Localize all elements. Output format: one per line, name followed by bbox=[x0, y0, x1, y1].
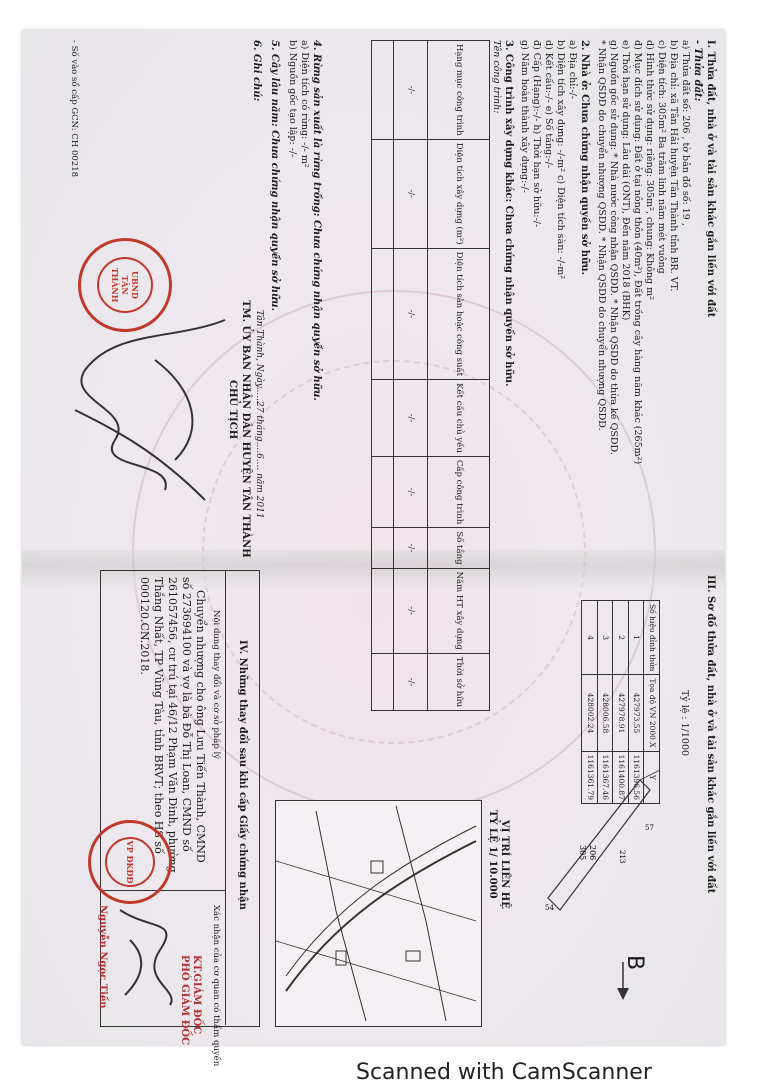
section1-line: c) Diện tích: 305m² Ba trăm linh năm mét vuông bbox=[656, 40, 667, 274]
chairman-title: CHỦ TỊCH bbox=[227, 380, 238, 440]
section6-title: 6. Ghi chú: bbox=[251, 40, 262, 102]
coord-header: Số hiệu đỉnh thửa bbox=[644, 601, 660, 675]
table-cell: -/- bbox=[394, 248, 428, 380]
change-line: Thắng Nhất, TP Vũng Tàu, tỉnh BRVT; theo HS số bbox=[152, 577, 165, 854]
location-map bbox=[275, 800, 482, 1027]
section1-sub: - Thửa đất: bbox=[692, 40, 703, 102]
location-scale: TỶ LỆ 1/ 10.000 bbox=[487, 810, 498, 899]
parcel-neighbor: 57 bbox=[645, 824, 654, 832]
section2-line: b) Diện tích xây dựng: -/-m² c) Diện tích sàn: -/-m² bbox=[555, 40, 566, 280]
table-header: Diện tích xây dựng (m²) bbox=[428, 139, 490, 248]
coord-cell: 1161367.46 bbox=[598, 751, 614, 803]
parcel-number: 206 bbox=[588, 845, 597, 861]
signer-name: Nguyễn Ngọc Tiến bbox=[97, 905, 108, 1009]
table-cell: -/- bbox=[394, 456, 428, 528]
section1-line: g) Nguồn gốc sử dụng: * Nhà nước công nhận QSDD. * Nhận QSDD do thừa kế QSDD. bbox=[608, 40, 619, 455]
change-line: 000120.CN.2018. bbox=[138, 577, 151, 675]
north-label: B bbox=[622, 955, 647, 971]
authority: TM. ỦY BAN NHÂN DÂN HUYỆN TÂN THÀNH bbox=[240, 300, 251, 558]
section3-title: 3. Công trình xây dựng khác: Chưa chứng nhận quyền sở hữu. bbox=[503, 40, 514, 387]
parcel-neighbor: 54 bbox=[545, 904, 554, 912]
change-line: Chuyển nhượng cho ông Lưu Tiến Thành, CMND bbox=[194, 590, 207, 863]
table-cell: -/- bbox=[394, 41, 428, 140]
location-map-drawing bbox=[276, 801, 481, 1026]
north-arrow-icon bbox=[612, 960, 634, 1000]
deputy-director: PHÓ GIÁM ĐỐC bbox=[179, 955, 190, 1046]
section2-line: g) Năm hoàn thành xây dựng:-/- bbox=[519, 40, 530, 193]
section1-line: * Nhận QSDD do chuyển nhượng QSDD. * Nhận QSDD do chuyển nhượng QSDD. bbox=[596, 40, 607, 431]
location-title: VỊ TRÍ LIÊN HỆ bbox=[499, 820, 510, 909]
coord-cell: 428002.24 bbox=[582, 675, 598, 751]
structures-table-wrap bbox=[371, 40, 490, 711]
section4-changes-title: IV. Những thay đổi sau khi cấp Giấy chứng nhận bbox=[237, 640, 248, 910]
coord-cell: 1161400.87 bbox=[613, 751, 629, 803]
table-cell: -/- bbox=[394, 139, 428, 248]
coord-header: Y bbox=[644, 751, 660, 803]
table-cell: -/- bbox=[394, 653, 428, 710]
section2-line: a) Địa chỉ:-/- bbox=[567, 40, 578, 100]
table-header: Năm HT xây dựng bbox=[428, 568, 490, 653]
section1-line: e) Thời hạn sử dụng: Lâu dài (ONT), Đến năm 2018 (BHK) bbox=[620, 40, 631, 321]
table-row bbox=[394, 41, 428, 711]
table-header: Diện tích sàn hoặc công suất bbox=[428, 248, 490, 380]
coord-cell: 2 bbox=[613, 601, 629, 675]
table-header: Thời sở hữu bbox=[428, 653, 490, 710]
land-office-stamp: VP ĐKĐĐ bbox=[88, 820, 172, 904]
section1-title: I. Thửa đất, nhà ở và tài sản khác gắn liền với đất bbox=[705, 40, 716, 318]
changes-col1-header: Nội dung thay đổi và cơ sở pháp lý bbox=[211, 610, 221, 760]
table-header: Kết cấu chủ yếu bbox=[428, 380, 490, 457]
parcel-sketch bbox=[520, 770, 660, 920]
section5-title: 5. Cây lâu năm: Chưa chứng nhận quyền sở hữu. bbox=[269, 40, 280, 312]
chairman-signature bbox=[55, 300, 245, 520]
change-line: số 273694100 và vợ là bà Đỗ Thị Loan, CMND số bbox=[180, 577, 193, 852]
section1-line: d) Hình thức sử dụng: riêng: 305m², chung: Không m² bbox=[644, 40, 655, 300]
coord-cell: 428006.58 bbox=[598, 675, 614, 751]
district-stamp: UBND TÂN THÀNH bbox=[78, 238, 172, 332]
coord-cell: 4 bbox=[582, 601, 598, 675]
section2-line: đ) Cấp (Hạng):-/- h) Thời hạn sở hữu:-/- bbox=[531, 40, 542, 228]
section4-title: 4. Rừng sản xuất là rừng trồng: Chưa chứng nhận quyền sở hữu. bbox=[311, 40, 322, 401]
structures-table bbox=[371, 40, 490, 711]
table-header: Hạng mục công trình bbox=[428, 41, 490, 140]
changes-divider bbox=[225, 570, 226, 1025]
coord-cell: 1 bbox=[629, 601, 645, 675]
table-cell: -/- bbox=[394, 528, 428, 568]
table-cell: -/- bbox=[394, 568, 428, 653]
table-header: Cấp công trình bbox=[428, 456, 490, 528]
kt-director: KT.GIÁM ĐỐC bbox=[191, 955, 202, 1035]
parcel-area: 305 bbox=[578, 845, 587, 861]
edge-note: - Số vào sổ cấp GCN: CH 00218 bbox=[69, 40, 79, 178]
coord-cell: 1161361.79 bbox=[582, 751, 598, 803]
diagram-scale: Tỷ lệ : 1/1000 bbox=[679, 690, 690, 757]
coord-cell: 427978.91 bbox=[613, 675, 629, 751]
coord-header: Tọa độ VN 2000 X bbox=[644, 675, 660, 751]
changes-col2-header: Xác nhận của cơ quan có thẩm quyền bbox=[211, 905, 221, 1067]
section4-line: b) Nguồn gốc tạo lập: -/- bbox=[287, 40, 298, 158]
section4-line: a) Diện tích có rừng: -/- m² bbox=[299, 40, 310, 168]
section1-line: a) Thửa đất số: 206 , tờ bản đồ số: 19 , bbox=[680, 40, 691, 226]
coord-cell: 1161396.56 bbox=[629, 751, 645, 803]
section1-line: đ) Mục đích sử dụng: Đất ở tại nông thôn (40m²), Đất trồng cây hàng năm khác (265m²) bbox=[632, 40, 643, 465]
change-line: 261057456, cư trú tại 46/12 Phạm Văn Dinh, phường bbox=[166, 577, 179, 873]
table-header: Số tầng bbox=[428, 528, 490, 568]
deputy-signature bbox=[110, 900, 190, 1010]
section3-sub: Tên công trình: bbox=[491, 40, 502, 114]
section2-title: 2. Nhà ở: Chưa chứng nhận quyền sở hữu. bbox=[579, 40, 590, 276]
table-cell: -/- bbox=[394, 380, 428, 457]
section3-diagram-title: III. Sơ đồ thửa đất, nhà ở và tài sản khác gắn liền với đất bbox=[705, 575, 716, 894]
scanner-footer: Scanned with CamScanner bbox=[356, 1060, 652, 1085]
place-date: Tân Thành, Ngày.....27 tháng....6.... năm 2011 bbox=[254, 310, 264, 519]
coord-cell: 3 bbox=[598, 601, 614, 675]
parcel-neighbor: 213 bbox=[618, 850, 626, 864]
section2-line: d) Kết cấu:-/- e) Số tầng:-/- bbox=[543, 40, 554, 169]
coord-cell: 427973.55 bbox=[629, 675, 645, 751]
section1-line: b) Địa chỉ: xã Tân Hải huyện Tân Thành tỉnh BR. VT. bbox=[668, 40, 679, 292]
